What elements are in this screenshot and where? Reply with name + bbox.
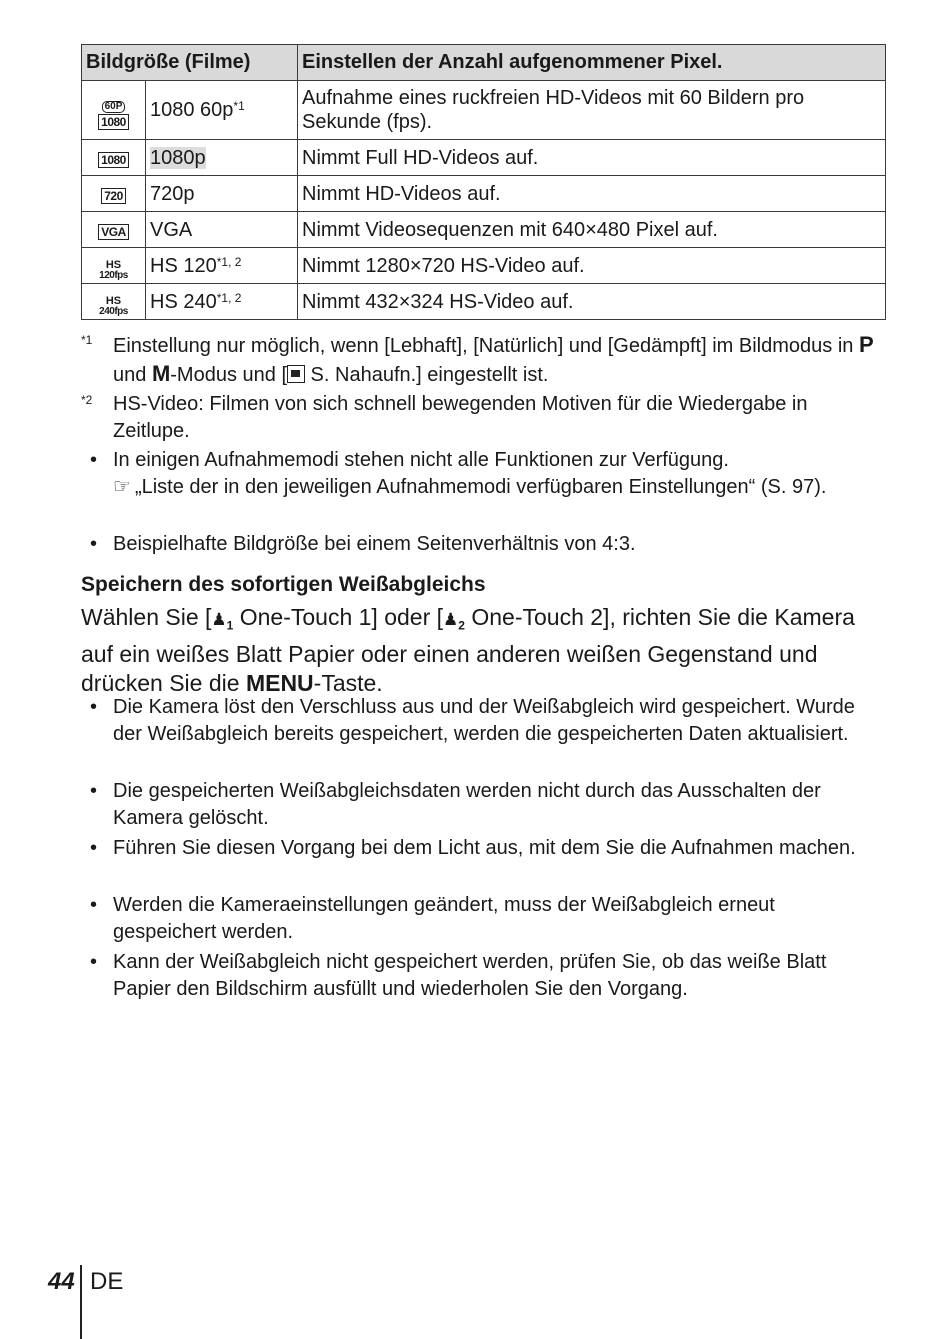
table-row [82, 176, 886, 212]
list-item: • Werden die Kameraeinstellungen geändert, muss der Weißabgleich erneut gespeichert werden. [90, 894, 775, 943]
note-bullet: • In einigen Aufnahmemodi stehen nicht alle Funktionen zur Verfügung. [90, 449, 729, 471]
instruction-paragraph: Wählen Sie [$♟_1$ One-Touch 1] oder [$♟_2$ One-Touch 2], richten Sie die Kamera auf ein weißes Blatt Papier oder einen anderen weißen Gegenstand und drücken Sie die MENU-Taste. [81, 604, 855, 697]
size-description: Nimmt Videosequenzen mit 640×480 Pixel auf. [298, 212, 886, 248]
size-description: Nimmt Full HD-Videos auf. [298, 140, 886, 176]
size-name: 720p [146, 176, 298, 212]
list-item: • Führen Sie diesen Vorgang bei dem Licht aus, mit dem Sie die Aufnahmen machen. [90, 837, 856, 859]
table-row [82, 212, 886, 248]
one-touch-wb-icon: $♟_1$ [211, 610, 234, 633]
one-touch-wb-icon: $♟_2$ [443, 610, 465, 633]
movie-1080-60p-icon: 60P 1080 [82, 81, 146, 140]
size-name: HS 120$^{*1, 2}$ [146, 248, 298, 284]
page-number: 44 [48, 1268, 75, 1295]
movie-1080-icon: 1080 [82, 140, 146, 176]
page-reference: ☞ „Liste der in den jeweiligen Aufnahmemodi verfügbaren Einstellungen“ (S. 97). [81, 474, 881, 501]
size-description: Aufnahme eines ruckfreien HD-Videos mit 60 Bildern pro Sekunde (fps). [298, 81, 886, 140]
table-header-left: Bildgröße (Filme) [82, 45, 298, 81]
movie-hs240-icon: HS 240fps [82, 284, 146, 320]
list-item: • Die gespeicherten Weißabgleichsdaten werden nicht durch das Ausschalten der Kamera gelöscht. [90, 780, 821, 829]
size-description: Nimmt 432×324 HS-Video auf. [298, 284, 886, 320]
footnote-2: *2 HS-Video: Filmen von sich schnell bewegenden Motiven für die Wiedergabe in Zeitlupe. [81, 393, 808, 442]
table-row [82, 81, 886, 140]
table-row [82, 248, 886, 284]
table-row [82, 140, 886, 176]
table-header-row [82, 45, 886, 81]
scene-closeup-icon [287, 365, 305, 383]
footnote-1: *1 Einstellung nur möglich, wenn [Lebhaft], [Natürlich] und [Gedämpft] im Bildmodus in P und M-Modus und [ S. Nahaufn.] eingestellt ist. [81, 332, 874, 386]
menu-key-label: MENU [245, 670, 314, 697]
movie-hs120-icon: HS 120fps [82, 248, 146, 284]
size-name: 1080 60p$^{*1}$ [146, 81, 298, 140]
size-name: VGA [146, 212, 298, 248]
manual-mode-letter: M [151, 361, 171, 386]
movie-vga-icon: VGA [82, 212, 146, 248]
list-item: • Kann der Weißabgleich nicht gespeichert werden, prüfen Sie, ob das weiße Blatt Papier den Bildschirm ausfüllt und wiederholen Sie den Vorgang. [90, 951, 827, 1000]
language-code: DE [90, 1268, 124, 1295]
note-bullet: • Beispielhafte Bildgröße bei einem Seitenverhältnis von 4:3. [90, 533, 636, 555]
size-name: HS 240$^{*1, 2}$ [146, 284, 298, 320]
movie-720-icon: 720 [82, 176, 146, 212]
program-mode-letter: P [858, 332, 874, 357]
footer-divider [80, 1265, 82, 1339]
reference-icon: ☞ [113, 476, 129, 498]
table-header-right: Einstellen der Anzahl aufgenommener Pixel. [298, 45, 886, 81]
list-item: • Die Kamera löst den Verschluss aus und der Weißabgleich wird gespeichert. Wurde der Weißabgleich bereits gespeichert, werden die gespeicherten Daten aktualisiert. [90, 696, 855, 745]
movie-size-table [81, 44, 886, 320]
section-heading: Speichern des sofortigen Weißabgleichs [81, 573, 486, 596]
table-row [82, 284, 886, 320]
size-name: 1080p [146, 140, 298, 176]
size-description: Nimmt HD-Videos auf. [298, 176, 886, 212]
size-description: Nimmt 1280×720 HS-Video auf. [298, 248, 886, 284]
